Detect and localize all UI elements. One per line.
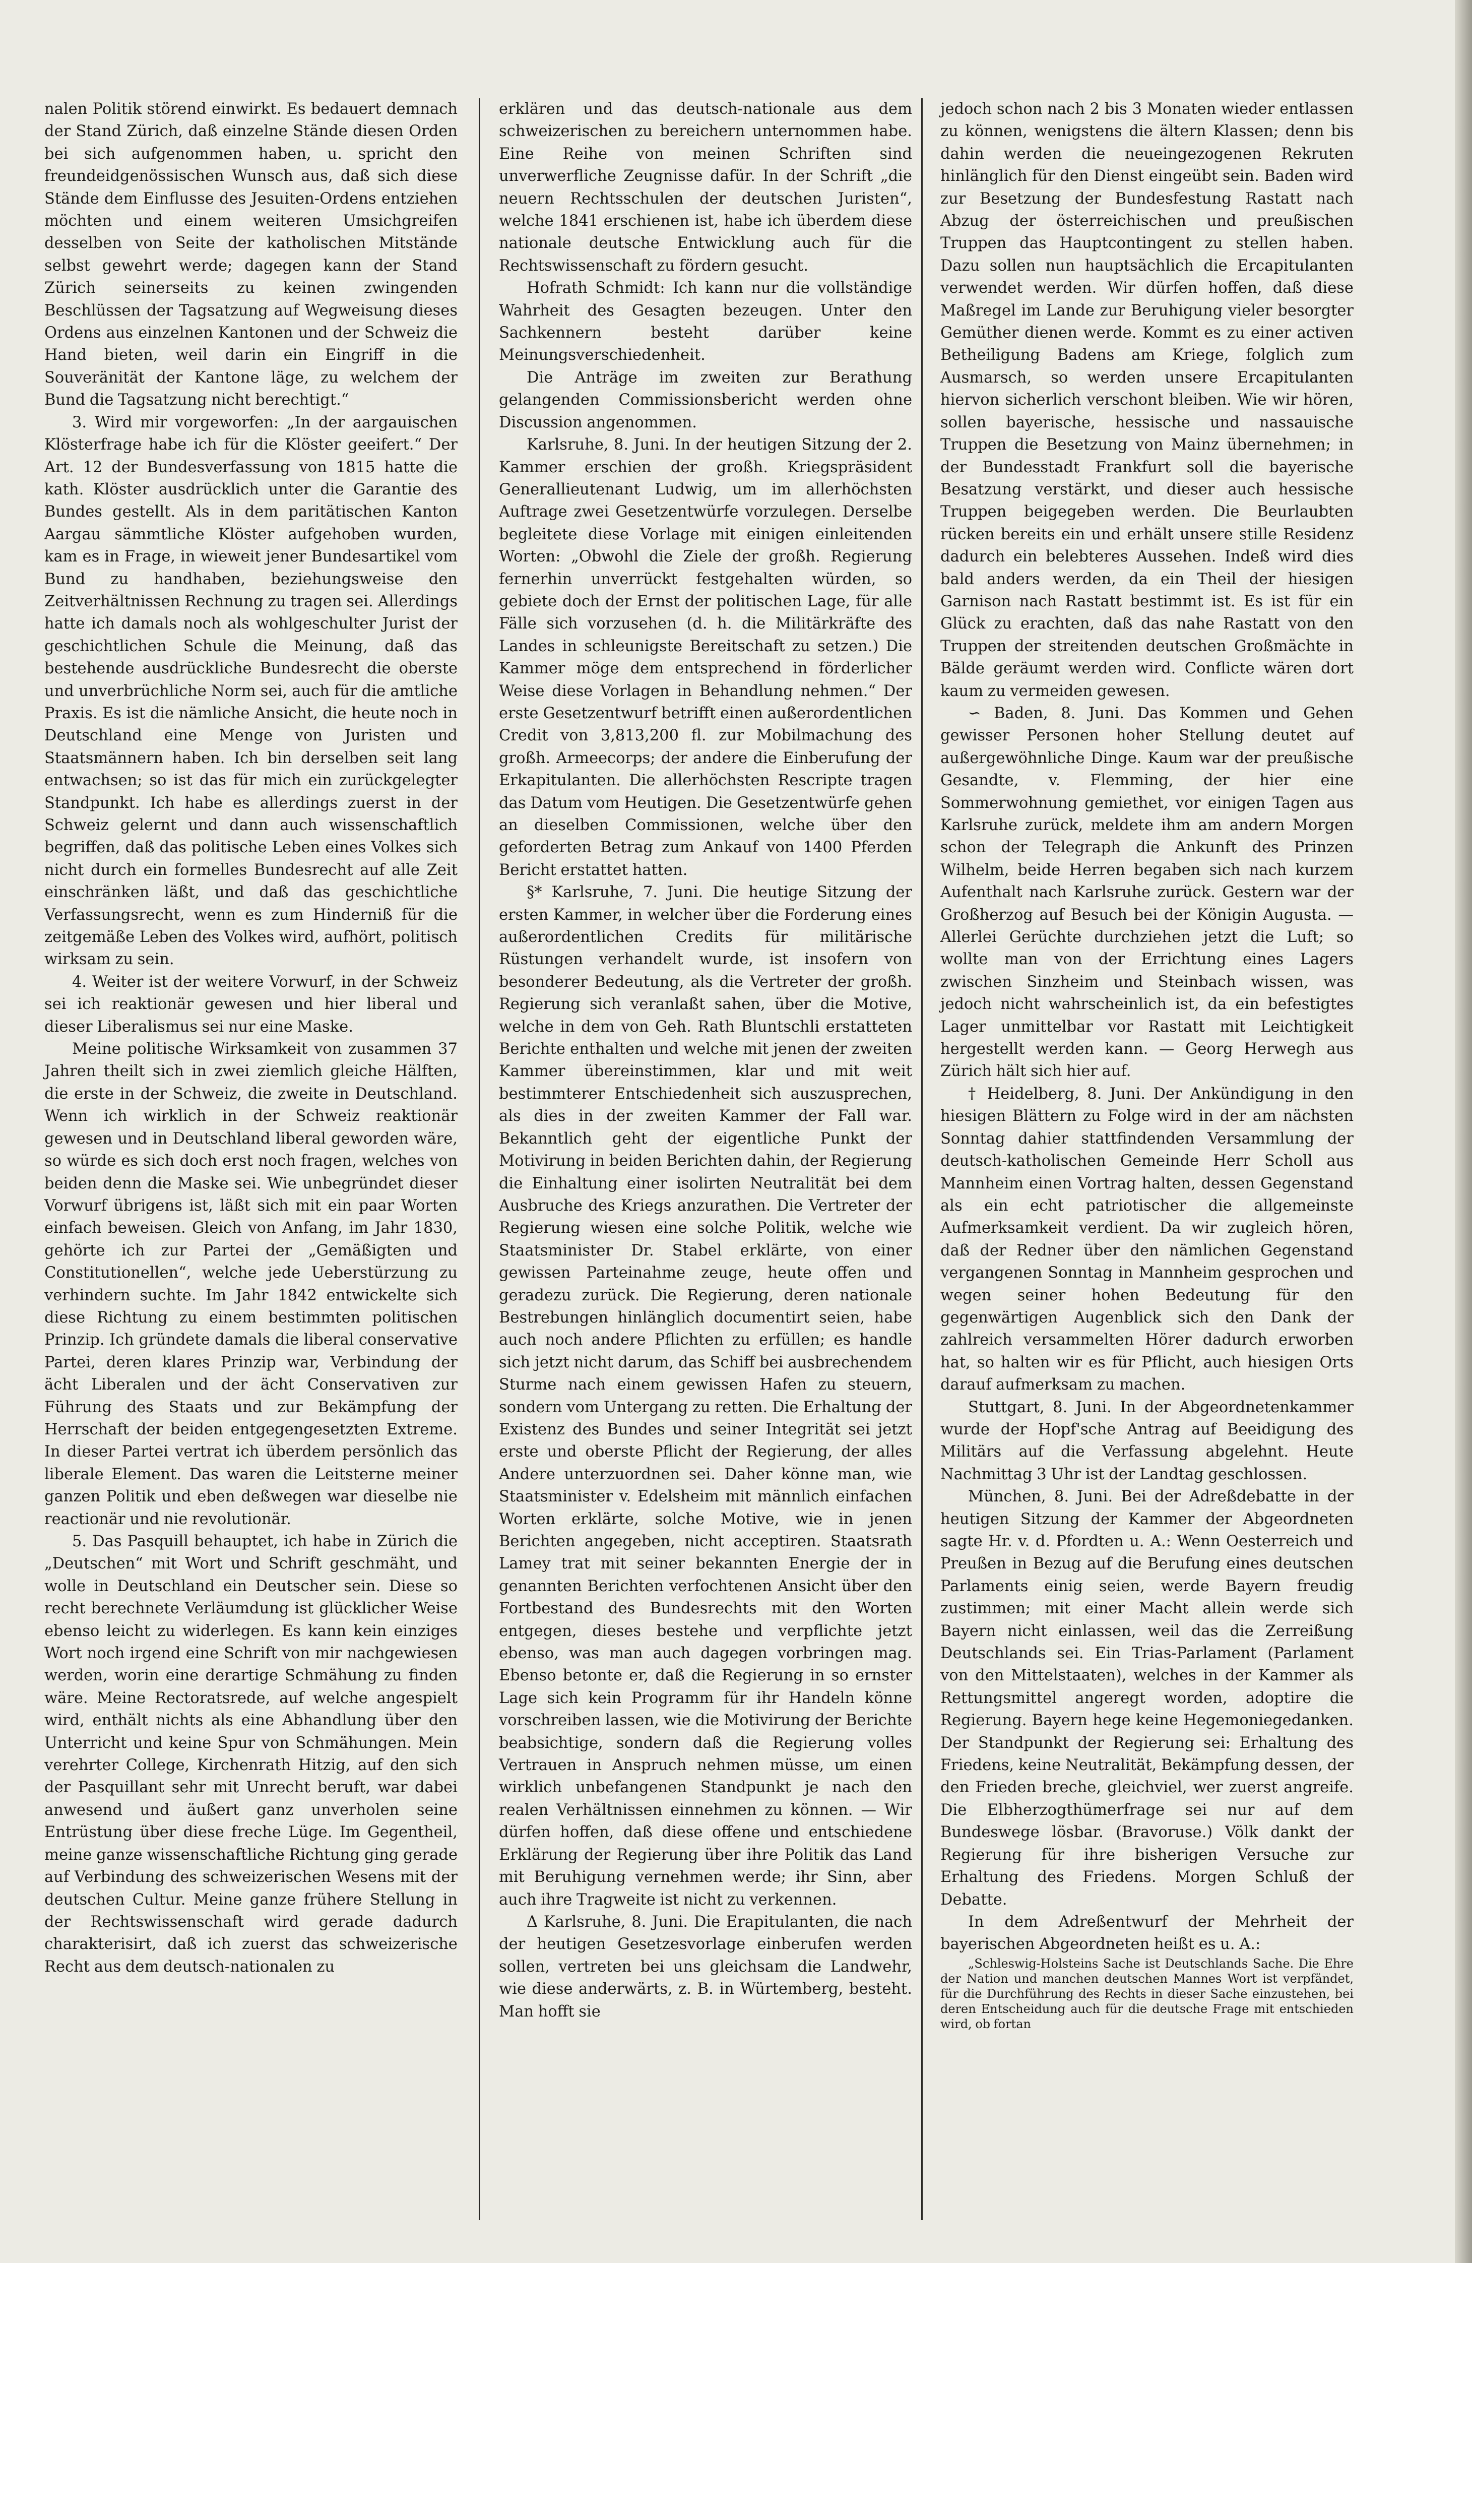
article-karlsruhe-2: §* Karlsruhe, 7. Juni. Die heutige Sitzung der ersten Kammer, in welcher über die Forderung eines außerordentlichen Credits für militärische Rüstungen verhandelt wurde, ist insofern von besonderer Bedeutung, als die Vertreter der großh. Regierung sich veranlaßt sahen, über die Motive, welche in dem von Geh. Rath Bluntschli erstatteten Berichte enthalten und welche mit jenen der zweiten Kammer übereinstimmen, klar und mit weit bestimmterer Entschiedenheit sich auszusprechen, als dies in der zweiten Kammer der Fall war. Bekanntlich geht der eigentliche Punkt der Motivirung in beiden Berichten dahin, der Regierung die Einhaltung einer isolirten Neutralität bei dem Ausbruche des Kriegs anzurathen. Die Vertreter der Regierung wiesen eine solche Politik, welche wie Staatsminister Dr. Stabel erklärte, von einer gewissen Parteinahme zeuge, heute offen und geradezu zurück. Die Regierung, deren nationale Bestrebungen hinlänglich documentirt seien, habe auch noch andere Pflichten zu erfüllen; es handle sich jetzt nicht darum, das Schiff bei ausbrechendem Sturme nach einem gewissen Hafen zu steuern, sondern vom Untergang zu retten. Die Erhaltung der Existenz des Bundes und seiner Integrität sei jetzt erste und oberste Pflicht der Regierung, der alles Andere unterzuordnen sei. Daher könne man, wie Staatsminister v. Edelsheim mit männlich einfachen Worten erklärte, solche Motive, wie in jenen Berichten angegeben, nicht acceptiren. Staatsrath Lamey trat mit seiner bekannten Energie der in genannten Berichten verfochtenen Ansicht über den Fortbestand des Bundesrechts mit den Worten entgegen, dieses bestehe und verpflichte jetzt ebenso, was man auch dagegen vorbringen mag. Ebenso betonte er, daß die Regierung in so ernster Lage sich kein Programm für ihr Handeln könne vorschreiben lassen, wie die Motivirung der Berichte beabsichtige, sondern daß die Regierung volles Vertrauen in Anspruch nehmen müsse, um einen wirklich unbefangenen Standpunkt je nach den realen Verhältnissen einnehmen zu können. — Wir dürfen hoffen, daß diese offene und entschiedene Erklärung der Regierung über ihre Politik das Land mit Beruhigung vernehmen werde; ihr Sinn, aber auch ihre Tragweite ist nicht zu verkennen. (499, 884, 912, 1909)
paragraph: Die Anträge im zweiten zur Berathung gelangenden Commissionsbericht werden ohne Discussion angenommen. (499, 368, 912, 431)
article-karlsruhe-1: Karlsruhe, 8. Juni. In der heutigen Sitzung der 2. Kammer erschien der großh. Kriegspräsident Generallieutenant Ludwig, um im allerhöchsten Auftrage zwei Gesetzentwürfe vorzulegen. Derselbe begleitete diese Vorlage mit einigen einleitenden Worten: „Obwohl die Ziele der großh. Regierung fernerhin unverrückt festgehalten würden, so gebiete doch der Ernst der politischen Lage, für alle Fälle sich vorzusehen (d. h. die Militärkräfte des Landes in schleunigste Bereitschaft zu setzen.) Die Kammer möge dem entsprechend in förderlicher Weise diese Vorlagen in Behandlung nehmen.“ Der erste Gesetzentwurf betrifft einen außerordentlichen Credit von 3,813,200 fl. zur Mobilmachung des großh. Armeecorps; der andere die Einberufung der Erkapitulanten. Die allerhöchsten Rescripte tragen das Datum vom Heutigen. Die Gesetzentwürfe gehen an dieselben Commissionen, welche über den geforderten Betrag zum Ankauf von 1400 Pferden Bericht erstattet hatten. (499, 436, 912, 879)
article-stuttgart: Stuttgart, 8. Juni. In der Abgeordnetenkammer wurde der Hopf'sche Antrag auf Beeidigung des Militärs auf die Verfassung abgelehnt. Heute Nachmittag 3 Uhr ist der Landtag geschlossen. (940, 1398, 1354, 1483)
paragraph: jedoch schon nach 2 bis 3 Monaten wieder entlassen zu können, wenigstens die ältern Klassen; denn bis dahin werden die neueingezogenen Rekruten hinlänglich für den Dienst eingeübt sein. Baden wird zur Besetzung der Bundesfestung Rastatt nach Abzug der österreichischen und preußischen Truppen das Hauptcontingent zu stellen haben. Dazu sollen nun hauptsächlich die Ercapitulanten verwendet werden. Wir dürfen hoffen, daß diese Maßregel im Lande zur Beruhigung vieler besorgter Gemüther dienen werde. Kommt es zu einer activen Betheiligung Badens am Kriege, folglich zum Ausmarsch, so werden unsere Ercapitulanten hiervon sicherlich verschont bleiben. Wie wir hören, sollen bayerische, hessische und nassauische Truppen die Besetzung von Mainz übernehmen; in der Bundesstadt Frankfurt soll die bayerische Besatzung verstärkt, und dieser auch hessische Truppen beigegeben werden. Die Beurlaubten rücken bereits ein und erhält unsere stille Residenz dadurch ein belebteres Aussehen. Indeß wird dies bald anders werden, da ein Theil der hiesigen Garnison nach Rastatt bestimmt ist. Es ist für ein Glück zu erachten, daß das nahe Rastatt von den Truppen der streitenden deutschen Großmächte in Bälde geräumt werden wird. Conflicte wären dort kaum zu vermeiden gewesen. (940, 100, 1354, 700)
paragraph: Meine politische Wirksamkeit von zusammen 37 Jahren theilt sich in zwei ziemlich gleiche Hälften, die erste in der Schweiz, die zweite in Deutschland. Wenn ich wirklich in der Schweiz reaktionär gewesen und in Deutschland liberal geworden wäre, so würde es sich doch erst noch fragen, welches von beiden denn die Maske sei. Wie unbegründet dieser Vorwurf übrigens ist, läßt sich mit ein paar Worten einfach beweisen. Gleich von Anfang, im Jahr 1830, gehörte ich zur Partei der „Gemäßigten und Constitutionellen“, welche jede Ueberstürzung zu verhindern suchte. Im Jahr 1842 entwickelte sich diese Richtung zu einem bestimmten politischen Prinzip. Ich gründete damals die liberal conservative Partei, deren klares Prinzip war, Verbindung der ächt Liberalen und der ächt Conservativen zur Führung des Staats und zur Bekämpfung der Herrschaft der beiden entgegengesetzten Extreme. In dieser Partei vertrat ich überdem persönlich das liberale Element. Das waren die Leitsterne meiner ganzen Politik und eben deßwegen war dieselbe nie reactionär und nie revolutionär. (44, 1040, 458, 1528)
paragraph: 4. Weiter ist der weitere Vorwurf, in der Schweiz sei ich reaktionär gewesen und hier liberal und dieser Liberalismus sei nur eine Maske. (44, 973, 458, 1036)
column-rule (921, 98, 923, 2220)
article-baden: ∽ Baden, 8. Juni. Das Kommen und Gehen gewisser Personen hoher Stellung deutet auf außergewöhnliche Dinge. Kaum war der preußische Gesandte, v. Flemming, der hier eine Sommerwohnung gemiethet, vor einigen Tagen aus Karlsruhe zurück, meldete ihm am andern Morgen schon der Telegraph die Ankunft des Prinzen Wilhelm, beide Herren begaben sich nach kurzem Aufenthalt nach Karlsruhe zurück. Gestern war der Großherzog auf Besuch bei der Königin Augusta. — Allerlei Gerüchte durchziehen jetzt die Luft; so wollte man von der Errichtung eines Lagers zwischen Sinzheim und Steinbach wissen, was jedoch nicht wahrscheinlich ist, da ein befestigtes Lager unmittelbar vor Rastatt mit Leichtigkeit hergestellt werden kann. — Georg Herwegh aus Zürich hält sich hier auf. (940, 704, 1354, 1081)
column-rule (479, 98, 480, 2220)
page-edge (1455, 0, 1472, 2263)
quotation: „Schleswig-Holsteins Sache ist Deutschlands Sache. Die Ehre der Nation und manchen deutschen Mannes Wort ist verpfändet, für die Durchführung des Rechts in dieser Sache einzustehen, bei deren Entscheidung auch für die deutsche Frage mit entschieden wird, ob fortan (940, 1956, 1354, 2031)
footer-bar (0, 2263, 1472, 2361)
article-heidelberg: † Heidelberg, 8. Juni. Der Ankündigung in den hiesigen Blättern zu Folge wird in der am nächsten Sonntag dahier stattfindenden Versammlung der deutsch-katholischen Gemeinde Herr Scholl aus Mannheim einen Vortrag halten, dessen Gegenstand als ein echt patriotischer die allgemeinste Aufmerksamkeit verdient. Da wir zugleich hören, daß der Redner über den nämlichen Gegenstand vergangenen Sonntag in Mannheim gesprochen und wegen seiner hohen Bedeutung für den gegenwärtigen Augenblick sich den Dank der zahlreich versammelten Hörer dadurch erworben hat, so halten wir es für Pflicht, auch hiesigen Orts darauf aufmerksam zu machen. (940, 1085, 1354, 1394)
article-karlsruhe-3: Δ Karlsruhe, 8. Juni. Die Erapitulanten, die nach der heutigen Gesetzesvorlage einberufen werden sollen, vertreten bei uns gleichsam die Landwehr, wie diese anderwärts, z. B. in Würtemberg, besteht. Man hofft sie (499, 1913, 912, 2021)
paragraph: erklären und das deutsch-nationale aus dem schweizerischen zu bereichern unternommen habe. Eine Reihe von meinen Schriften sind unverwerfliche Zeugnisse dafür. In der Schrift „die neuern Rechtsschulen der deutschen Juristen“, welche 1841 erschienen ist, habe ich überdem diese nationale deutsche Entwicklung auch für die Rechtswissenschaft zu fördern gesucht. (499, 100, 912, 275)
article-muenchen: München, 8. Juni. Bei der Adreßdebatte in der heutigen Sitzung der Kammer der Abgeordneten sagte Hr. v. d. Pfordten u. A.: Wenn Oesterreich und Preußen in Bezug auf die Berufung eines deutschen Parlaments einig seien, werde Bayern freudig zustimmen; mit einer Macht allein werde sich Bayern nicht einlassen, weil das die Zerreißung Deutschlands sei. Ein Trias-Parlament (Parlament von den Mittelstaaten), welches in der Kammer als Rettungsmittel angeregt worden, adoptire die Regierung. Bayern hege keine Hegemoniegedanken. Der Standpunkt der Regierung sei: Erhaltung des Friedens, keine Neutralität, Bekämpfung dessen, der den Frieden breche, gleichviel, wer zuerst angreife. Die Elbherzogthümerfrage sei nur auf dem Bundeswege lösbar. (Bravoruse.) Völk dankt der Regierung für ihre bisherigen Versuche zur Erhaltung des Friedens. Morgen Schluß der Debatte. (940, 1488, 1354, 1909)
paragraph: 3. Wird mir vorgeworfen: „In der aargauischen Klösterfrage habe ich für die Klöster geeifert.“ Der Art. 12 der Bundesverfassung von 1815 hatte die kath. Klöster ausdrücklich unter die Garantie des Bundes gestellt. Als in dem paritätischen Kanton Aargau sämmtliche Klöster aufgehoben wurden, kam es in Frage, in wieweit jener Bundesartikel vom Bund zu handhaben, beziehungsweise den Zeitverhältnissen Rechnung zu tragen sei. Allerdings hatte ich damals noch als wohlgeschulter Jurist der geschichtlichen Schule die Meinung, daß das bestehende ausdrückliche Bundesrecht die oberste und unverbrüchliche Norm sei, auch für die amtliche Praxis. Es ist die nämliche Ansicht, die heute noch in Deutschland eine Menge von Juristen und Staatsmännern haben. Ich bin derselben seit lang entwachsen; so ist das für mich ein zurückgelegter Standpunkt. Ich habe es allerdings zuerst in der Schweiz gelernt und dann auch wissenschaftlich begriffen, daß das politische Leben eines Volkes sich nicht durch ein formelles Bundesrecht auf alle Zeit einschränken läßt, und daß das geschichtliche Verfassungsrecht, wenn es zum Hinderniß für die zeitgemäße Leben des Volkes wird, aufhört, politisch wirksam zu sein. (44, 413, 458, 969)
paragraph: In dem Adreßentwurf der Mehrheit der bayerischen Abgeordneten heißt es u. A.: (940, 1913, 1354, 1954)
column-middle (499, 98, 912, 2023)
paragraph: 5. Das Pasquill behauptet, ich habe in Zürich die „Deutschen“ mit Wort und Schrift geschmäht, und wolle in Deutschland ein Deutscher sein. Diese so recht berechnete Verläumdung ist glücklicher Weise ebenso leicht zu widerlegen. Es kann kein einziges Wort noch irgend eine Schrift von mir nachgewiesen werden, worin eine derartige Schmähung zu finden wäre. Meine Rectoratsrede, auf welche angespielt wird, enthält nichts als eine Abhandlung über den Unterricht und keine Spur von Schmähungen. Mein verehrter College, Kirchenrath Hitzig, auf den sich der Pasquillant sehr mit Unrecht beruft, war dabei anwesend und äußert ganz unverholen seine Entrüstung über diese freche Lüge. Im Gegentheil, meine ganze wissenschaftliche Richtung ging gerade auf Verbindung des schweizerischen Wesens mit der deutschen Cultur. Meine ganze frühere Stellung in der Rechtswissenschaft wird gerade dadurch charakterisirt, daß ich zuerst das schweizerische Recht aus dem deutsch-nationalen zu (44, 1533, 458, 1976)
column-right (940, 98, 1354, 2032)
column-left (44, 98, 458, 1978)
paragraph: Hofrath Schmidt: Ich kann nur die vollständige Wahrheit des Gesagten bezeugen. Unter den Sachkennern besteht darüber keine Meinungsverschiedenheit. (499, 279, 912, 364)
paragraph: nalen Politik störend einwirkt. Es bedauert demnach der Stand Zürich, daß einzelne Stände diesen Orden bei sich aufgenommen haben, u. spricht den freundeidgenössischen Wunsch aus, daß sich diese Stände dem Einflusse des Jesuiten-Ordens entziehen möchten und einem weiteren Umsichgreifen desselben von Seite der katholischen Mitstände selbst gewehrt werde; dagegen kann der Stand Zürich seinerseits zu keinen zwingenden Beschlüssen der Tagsatzung auf Wegweisung dieses Ordens aus einzelnen Kantonen und der Schweiz die Hand bieten, weil darin ein Eingriff in die Souveränität der Kantone läge, zu welchem der Bund die Tagsatzung nicht berechtigt.“ (44, 100, 458, 409)
